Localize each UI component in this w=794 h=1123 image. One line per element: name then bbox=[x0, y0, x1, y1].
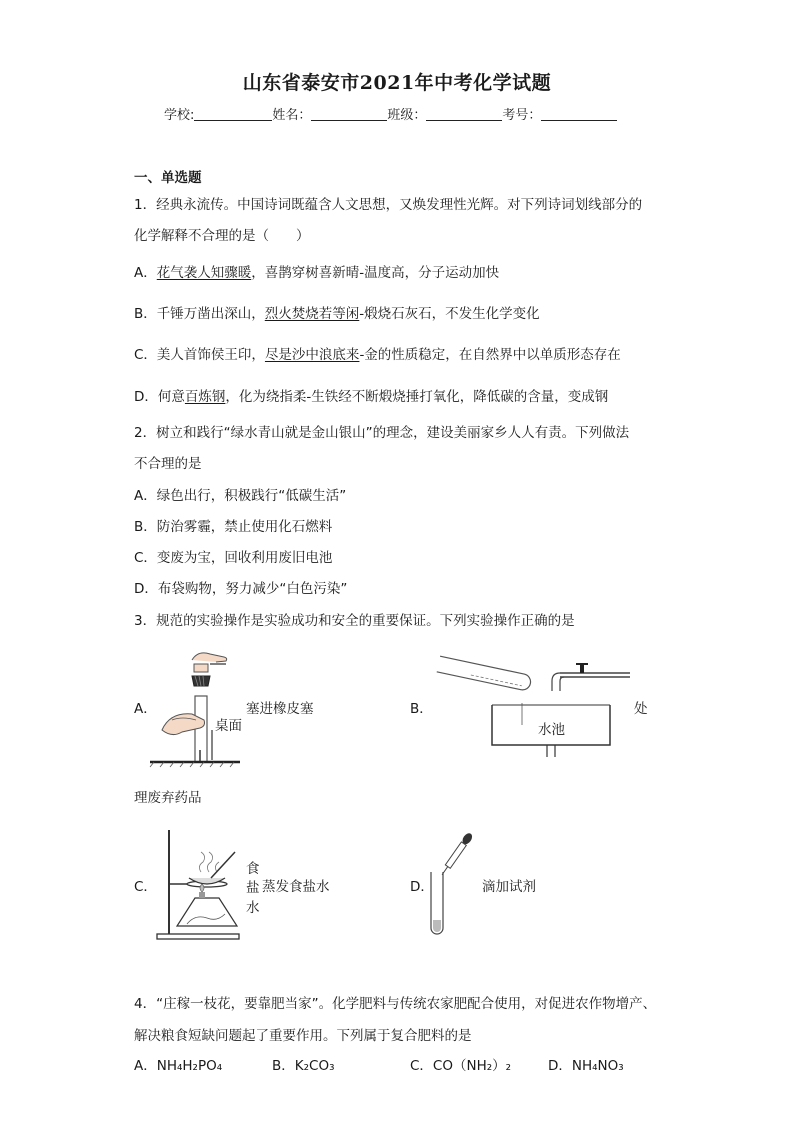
q1-stem-line1: 1．经典永流传。中国诗词既蕴含人文思想，又焕发理性光辉。对下列诗词划线部分的 bbox=[134, 197, 643, 213]
q4-option-b[interactable]: B．K₂CO₃ bbox=[272, 1058, 335, 1074]
q3-option-b-caption-part2: 理废弃药品 bbox=[134, 790, 202, 806]
q2-option-a[interactable]: A．绿色出行，积极践行“低碳生活” bbox=[134, 488, 347, 504]
q3-option-a-table-label: 桌面 bbox=[215, 718, 242, 734]
q1-a-text: ，喜鹊穿树喜新晴-温度高，分子运动加快 bbox=[251, 265, 500, 281]
evaporation-setup-figure bbox=[155, 828, 250, 943]
q4-option-d[interactable]: D．NH₄NO₃ bbox=[548, 1058, 624, 1074]
student-info-row bbox=[164, 104, 617, 123]
q3-option-c-label-line3: 水 bbox=[246, 900, 260, 916]
q3-option-b-caption-part1: 处 bbox=[634, 701, 648, 717]
q1-d-underlined: 百炼钢 bbox=[184, 389, 226, 405]
q3-stem: 3．规范的实验操作是实验成功和安全的重要保证。下列实验操作正确的是 bbox=[134, 613, 575, 629]
class-blank[interactable] bbox=[426, 107, 502, 121]
q1-c-prefix: C．美人首饰侯王印， bbox=[134, 347, 265, 363]
section-heading: 一、单选题 bbox=[134, 170, 202, 186]
q1-b-prefix: B．千锤万凿出深山， bbox=[134, 306, 265, 322]
q3-option-c-label-line1: 食 bbox=[246, 861, 260, 877]
name-blank[interactable] bbox=[311, 107, 387, 121]
q2-stem-line2: 不合理的是 bbox=[134, 456, 202, 472]
q1-a-underlined: 花气袭人知骤暖 bbox=[156, 265, 252, 281]
q1-option-a[interactable] bbox=[134, 261, 499, 281]
stopper-insertion-figure bbox=[150, 640, 250, 770]
exam-no-label: 考号： bbox=[502, 108, 542, 123]
q2-option-d[interactable]: D．布袋购物，努力减少“白色污染” bbox=[134, 581, 348, 597]
q1-option-b[interactable] bbox=[134, 302, 540, 322]
q3-option-d-letter[interactable]: D． bbox=[410, 879, 434, 895]
q1-a-prefix: A． bbox=[134, 265, 157, 281]
q3-option-c-letter[interactable]: C． bbox=[134, 879, 157, 895]
dropper-figure bbox=[425, 832, 485, 944]
q3-option-b-pool-label: 水池 bbox=[538, 722, 565, 738]
exam-no-blank[interactable] bbox=[541, 107, 617, 121]
q4-stem-line1: 4．“庄稼一枝花，要靠肥当家”。化学肥料与传统农家肥配合使用，对促进农作物增产、 bbox=[134, 996, 657, 1012]
q1-stem-line2: 化学解释不合理的是（ ） bbox=[134, 228, 310, 244]
q4-option-a[interactable]: A．NH₄H₂PO₄ bbox=[134, 1058, 223, 1074]
q1-b-underlined: 烈火焚烧若等闲 bbox=[264, 306, 360, 322]
q3-option-b-letter[interactable]: B． bbox=[410, 701, 433, 717]
q2-stem-line1: 2．树立和践行“绿水青山就是金山银山”的理念，建设美丽家乡人人有责。下列做法 bbox=[134, 425, 630, 441]
q3-option-a-letter[interactable]: A． bbox=[134, 701, 157, 717]
name-label: 姓名： bbox=[272, 108, 312, 123]
q1-c-underlined: 尽是沙中浪底来 bbox=[264, 347, 360, 363]
q4-option-c[interactable]: C．CO（NH₂）₂ bbox=[410, 1058, 512, 1074]
page-title: 山东省泰安市2021年中考化学试题 bbox=[242, 72, 552, 94]
q4-stem-line2: 解决粮食短缺问题起了重要作用。下列属于复合肥料的是 bbox=[134, 1028, 472, 1044]
q3-option-d-caption: 滴加试剂 bbox=[482, 879, 536, 895]
q1-option-c[interactable] bbox=[134, 343, 621, 363]
sink-disposal-figure bbox=[430, 655, 640, 755]
q1-option-d[interactable] bbox=[134, 385, 608, 405]
q2-option-b[interactable]: B．防治雾霾，禁止使用化石燃料 bbox=[134, 519, 333, 535]
class-label: 班级： bbox=[387, 108, 427, 123]
q3-option-c-label-line2: 盐 bbox=[246, 880, 260, 896]
q3-option-a-caption: 塞进橡皮塞 bbox=[246, 701, 314, 717]
school-blank[interactable] bbox=[194, 107, 272, 121]
school-label: 学校: bbox=[164, 108, 195, 123]
q3-option-c-caption: 蒸发食盐水 bbox=[262, 879, 330, 895]
q1-d-prefix: D．何意 bbox=[134, 389, 185, 405]
q1-d-text: ，化为绕指柔-生铁经不断煅烧捶打氧化，降低碳的含量，变成钢 bbox=[225, 389, 609, 405]
q1-b-text: -煅烧石灰石，不发生化学变化 bbox=[359, 306, 540, 322]
q2-option-c[interactable]: C．变废为宝，回收利用废旧电池 bbox=[134, 550, 333, 566]
q1-c-text: -金的性质稳定，在自然界中以单质形态存在 bbox=[359, 347, 621, 363]
